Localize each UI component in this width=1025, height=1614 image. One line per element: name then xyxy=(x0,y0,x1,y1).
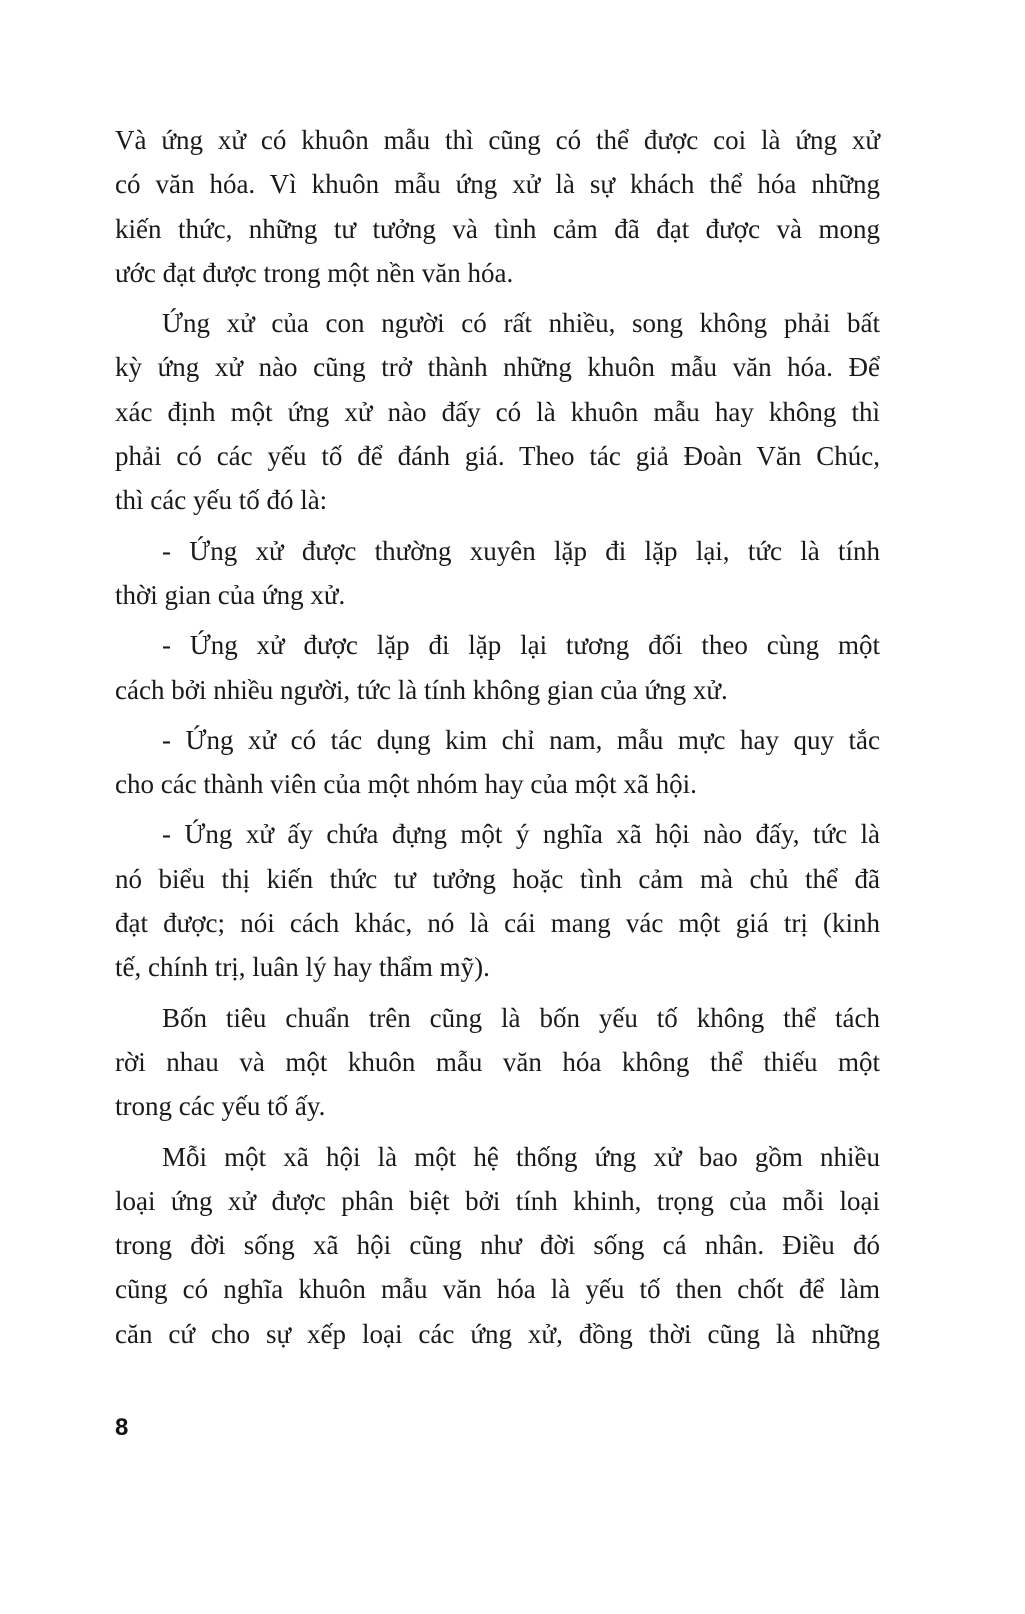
text-line: nó biểu thị kiến thức tư tưởng hoặc tình cảm mà chủ thể đã xyxy=(115,863,880,894)
text-line: cho các thành viên của một nhóm hay của một xã hội. xyxy=(115,769,697,800)
text-line: đạt được; nói cách khác, nó là cái mang vác một giá trị (kinh xyxy=(115,908,880,939)
text-line: loại ứng xử được phân biệt bởi tính khinh, trọng của mỗi loại xyxy=(115,1185,880,1216)
paragraph xyxy=(115,529,880,618)
page-number: 8 xyxy=(115,1414,129,1441)
text-line: phải có các yếu tố để đánh giá. Theo tác giả Đoàn Văn Chúc, xyxy=(115,441,880,472)
text-line: - Ứng xử được lặp đi lặp lại tương đối theo cùng một xyxy=(162,630,880,661)
text-line: Ứng xử của con người có rất nhiều, song không phải bất xyxy=(162,308,880,339)
text-line: cách bởi nhiều người, tức là tính không gian của ứng xử. xyxy=(115,674,728,705)
paragraph xyxy=(115,118,880,295)
paragraph xyxy=(115,623,880,712)
text-line: có văn hóa. Vì khuôn mẫu ứng xử là sự khách thể hóa những xyxy=(115,169,880,200)
text-line: - Ứng xử ấy chứa đựng một ý nghĩa xã hội nào đấy, tức là xyxy=(162,819,880,850)
text-line: căn cứ cho sự xếp loại các ứng xử, đồng thời cũng là những xyxy=(115,1318,880,1349)
text-line: ước đạt được trong một nền văn hóa. xyxy=(115,257,514,288)
text-line: Bốn tiêu chuẩn trên cũng là bốn yếu tố không thể tách xyxy=(162,1002,880,1033)
paragraph xyxy=(115,996,880,1129)
text-line: Và ứng xử có khuôn mẫu thì cũng có thể được coi là ứng xử xyxy=(115,125,880,155)
paragraph xyxy=(115,812,880,989)
text-line: Mỗi một xã hội là một hệ thống ứng xử bao gồm nhiều xyxy=(162,1141,880,1172)
text-line: xác định một ứng xử nào đấy có là khuôn mẫu hay không thì xyxy=(115,396,880,427)
text-line: - Ứng xử có tác dụng kim chỉ nam, mẫu mực hay quy tắc xyxy=(162,724,880,755)
text-line: rời nhau và một khuôn mẫu văn hóa không thể thiếu một xyxy=(115,1046,880,1077)
text-line: - Ứng xử được thường xuyên lặp đi lặp lại, tức là tính xyxy=(162,535,880,566)
text-line: kiến thức, những tư tưởng và tình cảm đã đạt được và mong xyxy=(115,213,880,244)
text-line: trong đời sống xã hội cũng như đời sống cá nhân. Điều đó xyxy=(115,1230,880,1261)
text-line: thời gian của ứng xử. xyxy=(115,579,346,610)
text-line: kỳ ứng xử nào cũng trở thành những khuôn mẫu văn hóa. Để xyxy=(115,352,880,383)
text-line: thì các yếu tố đó là: xyxy=(115,485,328,516)
paragraph xyxy=(115,301,880,522)
text-line: cũng có nghĩa khuôn mẫu văn hóa là yếu tố then chốt để làm xyxy=(115,1274,880,1305)
paragraph xyxy=(115,718,880,807)
paragraph xyxy=(115,1135,880,1356)
text-line: tế, chính trị, luân lý hay thẩm mỹ). xyxy=(115,952,490,983)
text-line: trong các yếu tố ấy. xyxy=(115,1091,326,1122)
page-body xyxy=(115,118,880,1362)
